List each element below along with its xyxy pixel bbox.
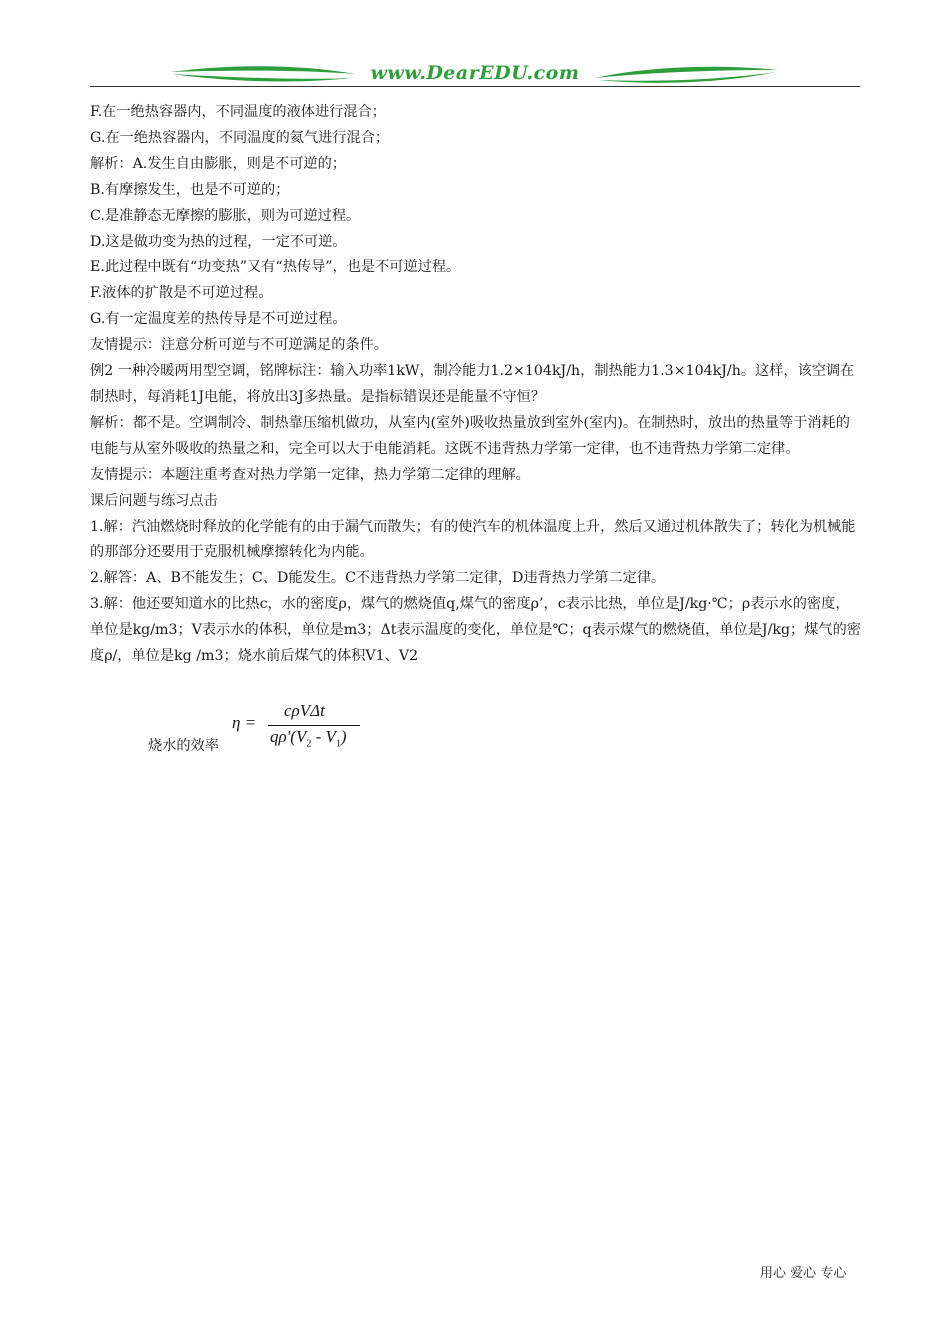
line-analysis-a: 解析：A.发生自由膨胀，则是不可逆的； [90, 155, 346, 172]
line-g-question: G.在一绝热容器内，不同温度的氦气进行混合； [90, 129, 390, 146]
line-example-2-analysis: 解析：都不是。空调制冷、制热靠压缩机做功，从室内(室外)吸收热量放到室外(室内)。在制热时，放出的热量等于消耗的电能与从室外吸收的热量之和，完全可以大于电能消耗。这既不违背热力学第一定律，也不违背热力学第二定律。 [90, 414, 850, 457]
efficiency-formula-block [120, 697, 420, 757]
formula-numerator: cρVΔt [284, 701, 325, 720]
line-analysis-g: G.有一定温度差的热传导是不可逆过程。 [90, 311, 347, 328]
site-logo: www.DearEDU.com [370, 62, 580, 84]
page-footer: 用心 爱心 专心 [760, 1266, 847, 1281]
header-rule [90, 86, 860, 87]
formula-lhs: η = [232, 713, 257, 732]
line-tip-1: 友情提示：注意分析可逆与不可逆满足的条件。 [90, 337, 388, 354]
line-exercise-heading: 课后问题与练习点击 [90, 492, 218, 509]
document-body [90, 100, 862, 670]
line-analysis-c: C.是准静态无摩擦的膨胀，则为可逆过程。 [90, 207, 361, 224]
line-example-2: 例2 一种冷暖两用型空调，铭牌标注：输入功率1kW，制冷能力1.2×104kJ/h，制热能力1.3×104kJ/h。这样，该空调在制热时，每消耗1J电能，将放出3J多热量。是指标错误还是能量不守恒？ [90, 363, 855, 405]
line-analysis-b: B.有摩擦发生，也是不可逆的； [90, 181, 290, 198]
formula-denominator [270, 727, 347, 749]
line-analysis-f: F.液体的扩散是不可逆过程。 [90, 285, 273, 302]
line-answer-1: 1.解：汽油燃烧时释放的化学能有的由于漏气而散失；有的使汽车的机体温度上升，然后又通过机体散失了；转化为机械能的那部分还要用于克服机械摩擦转化为内能。 [90, 518, 856, 561]
line-analysis-e: E.此过程中既有“功变热”又有“热传导”，也是不可逆过程。 [90, 259, 461, 276]
subscript-1: 1 [335, 738, 341, 750]
denominator-suffix: ) [340, 727, 347, 746]
line-analysis-d: D.这是做功变为热的过程，一定不可逆。 [90, 233, 347, 250]
formula-label: 烧水的效率 [148, 738, 219, 754]
line-tip-2: 友情提示：本题注重考查对热力学第一定律，热力学第二定律的理解。 [90, 466, 530, 483]
fraction-bar [268, 725, 360, 726]
line-f-question: F.在一绝热容器内，不同温度的液体进行混合； [90, 104, 386, 120]
line-answer-2: 2.解答：A、B不能发生；C、D能发生。C不违背热力学第二定律，D违背热力学第二定律。 [90, 570, 666, 587]
denominator-prefix: qρ'(V [270, 727, 307, 746]
denominator-mid: - V [311, 727, 336, 746]
line-answer-3: 3.解：他还要知道水的比热c，水的密度ρ，煤气的燃烧值q,煤气的密度ρ’，c表示比热，单位是J/kg·℃；ρ表示水的密度，单位是kg/m3；V表示水的体积，单位是m3；Δt表示温度的变化，单位是℃；q表示煤气的燃烧值，单位是J/kg；煤气的密度ρ/，单位是kg /m3；烧水前后煤气的体积V1、V2 [90, 596, 861, 665]
subscript-2: 2 [306, 738, 312, 750]
